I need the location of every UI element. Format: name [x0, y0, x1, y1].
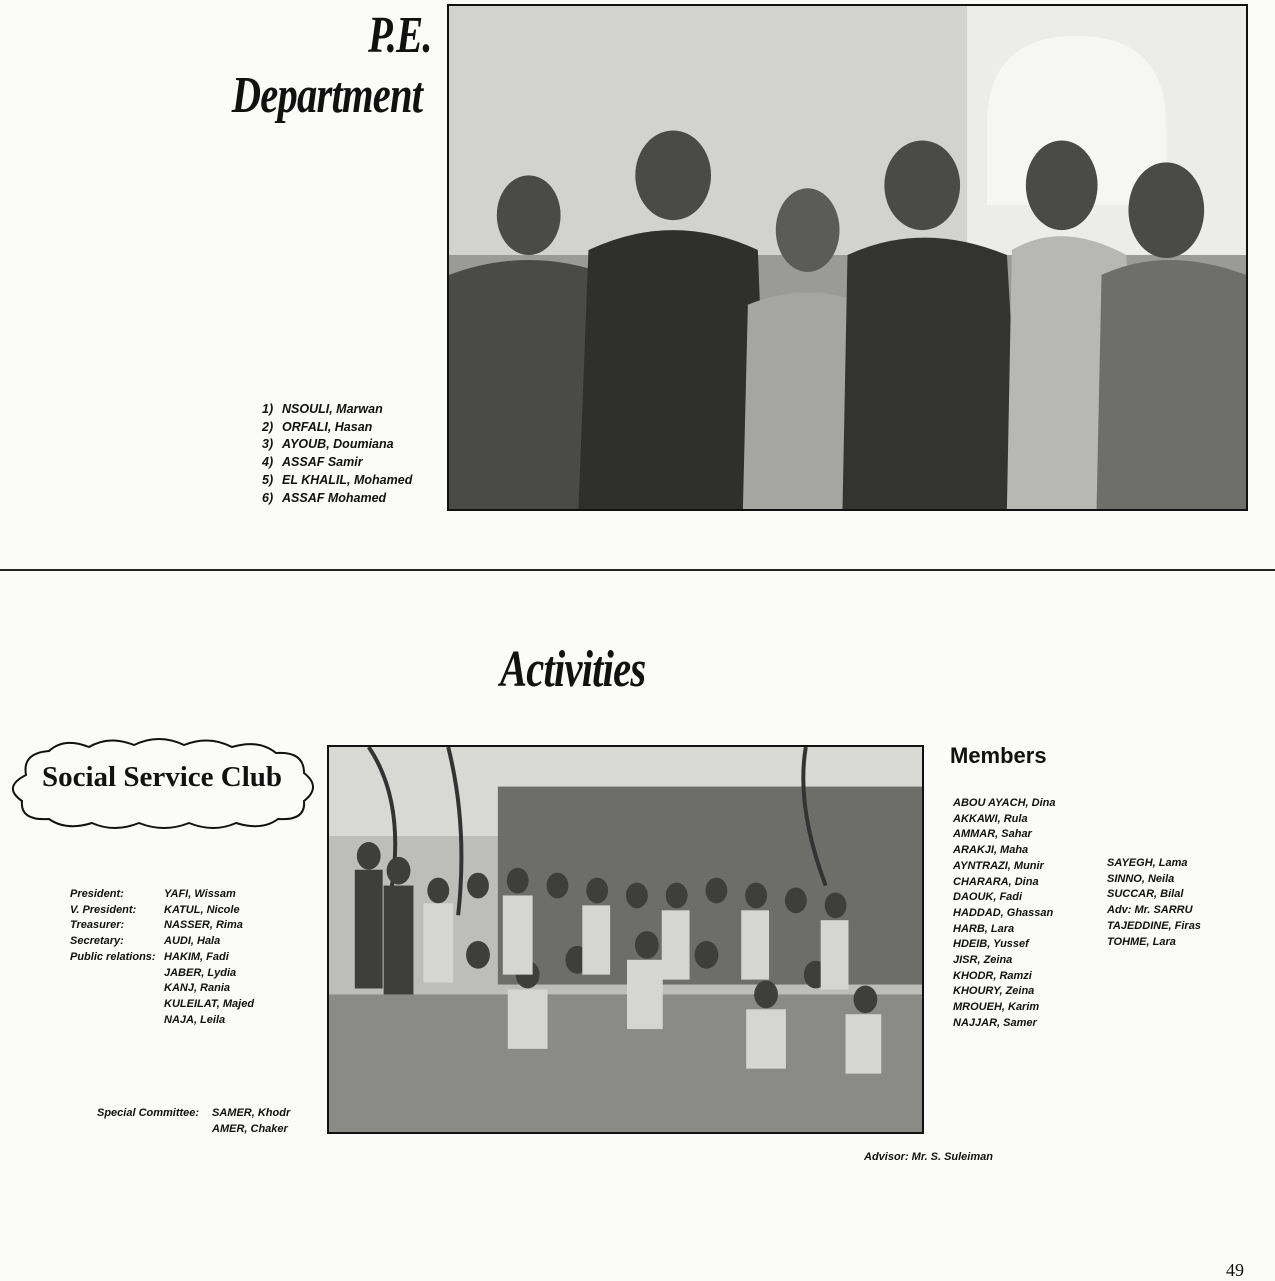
members-list-col1 — [953, 796, 1055, 1032]
committee-row — [97, 1106, 290, 1122]
member-name: AKKAWI, Rula — [953, 812, 1028, 825]
pe-staff-number: 6) — [262, 490, 274, 505]
officer-name: AUDI, Hala — [164, 935, 221, 948]
member-name: KHODR, Ramzi — [953, 969, 1032, 982]
member-name: AYNTRAZI, Munir — [953, 859, 1044, 872]
pe-staff-item — [262, 419, 412, 437]
pe-staff-name: AYOUB, Doumiana — [282, 437, 394, 452]
member-name: HADDAD, Ghassan — [953, 906, 1054, 919]
member-name: TOHME, Lara — [1107, 935, 1176, 948]
section-divider — [0, 569, 1275, 571]
officer-role: Public relations: — [70, 950, 156, 963]
pe-staff-list — [262, 401, 412, 507]
member-name: ABOU AYACH, Dina — [953, 797, 1056, 809]
member-name: KHOURY, Zeina — [953, 985, 1035, 998]
committee-name: AMER, Chaker — [212, 1122, 288, 1135]
member-name: ARAKJI, Maha — [953, 844, 1029, 857]
members-list-col2 — [1107, 856, 1201, 950]
member-name: TAJEDDINE, Firas — [1107, 919, 1201, 932]
pe-staff-name: NSOULI, Marwan — [282, 402, 383, 416]
officer-role: Secretary: — [70, 935, 124, 948]
pe-staff-name: ASSAF Mohamed — [282, 490, 387, 505]
officer-row — [70, 903, 254, 919]
pe-title-line1: P.E. — [368, 7, 432, 64]
officer-row — [70, 918, 254, 934]
committee-label — [97, 1122, 212, 1138]
officer-role — [70, 981, 164, 997]
pe-staff-item — [262, 454, 412, 472]
officer-name: HAKIM, Fadi — [164, 950, 229, 963]
officer-name: JABER, Lydia — [164, 966, 237, 979]
pe-title-line2: Department — [231, 67, 422, 124]
member-name: AMMAR, Sahar — [953, 828, 1032, 841]
officer-role — [70, 966, 164, 982]
page-number: 49 — [1226, 1260, 1244, 1280]
officer-role: President: — [70, 888, 124, 900]
pe-staff-number: 3) — [262, 437, 274, 452]
committee-name: SAMER, Khodr — [212, 1107, 291, 1119]
officer-role — [70, 997, 164, 1013]
pe-staff-number: 4) — [262, 455, 274, 470]
member-name: HARB, Lara — [953, 922, 1015, 935]
officer-row — [70, 966, 254, 982]
officer-row — [70, 1013, 254, 1029]
club-officers-list — [70, 887, 254, 1028]
member-name: NAJJAR, Samer — [953, 1016, 1037, 1029]
social-service-club-photo — [327, 745, 924, 1134]
member-name: CHARARA, Dina — [953, 875, 1039, 888]
members-heading: Members — [950, 743, 1047, 768]
member-name: SAYEGH, Lama — [1107, 857, 1188, 869]
club-name: Social Service Club — [41, 761, 283, 793]
officer-name: YAFI, Wissam — [164, 888, 236, 900]
committee-row — [97, 1122, 290, 1138]
member-name: DAOUK, Fadi — [953, 891, 1023, 904]
pe-staff-number: 5) — [262, 472, 274, 487]
pe-staff-name: ORFALI, Hasan — [282, 419, 373, 434]
officer-role: V. President: — [70, 903, 137, 916]
pe-staff-item — [262, 490, 412, 508]
advisor-caption: Advisor: Mr. S. Suleiman — [864, 1151, 993, 1163]
officer-name: KATUL, Nicole — [164, 903, 240, 916]
member-name: HDEIB, Yussef — [953, 938, 1029, 951]
officer-name: KULEILAT, Majed — [164, 997, 255, 1010]
officer-name: NAJA, Leila — [164, 1013, 226, 1026]
pe-department-photo — [447, 4, 1248, 511]
pe-staff-item — [262, 472, 412, 490]
member-name: JISR, Zeina — [953, 954, 1013, 967]
member-name: SUCCAR, Bilal — [1107, 888, 1184, 901]
pe-staff-item — [262, 401, 412, 419]
officer-row — [70, 934, 254, 950]
pe-staff-name: ASSAF Samir — [282, 455, 363, 470]
pe-staff-name: EL KHALIL, Mohamed — [282, 472, 413, 487]
officer-role — [70, 1013, 164, 1029]
officer-row — [70, 981, 254, 997]
pe-staff-number: 1) — [262, 402, 274, 416]
member-name: Adv: Mr. SARRU — [1107, 904, 1193, 917]
officer-row — [70, 997, 254, 1013]
member-name: MROUEH, Karim — [953, 1001, 1040, 1014]
officer-role: Treasurer: — [70, 919, 125, 932]
officer-name: KANJ, Rania — [164, 982, 231, 995]
pe-staff-item — [262, 436, 412, 454]
committee-label: Special Committee: — [97, 1107, 200, 1119]
officer-row — [70, 950, 254, 966]
special-committee-list — [97, 1106, 290, 1137]
member-name: SINNO, Neila — [1107, 872, 1175, 885]
officer-row — [70, 887, 254, 903]
officer-name: NASSER, Rima — [164, 919, 243, 932]
pe-staff-number: 2) — [262, 419, 274, 434]
activities-title: Activities — [500, 641, 646, 698]
